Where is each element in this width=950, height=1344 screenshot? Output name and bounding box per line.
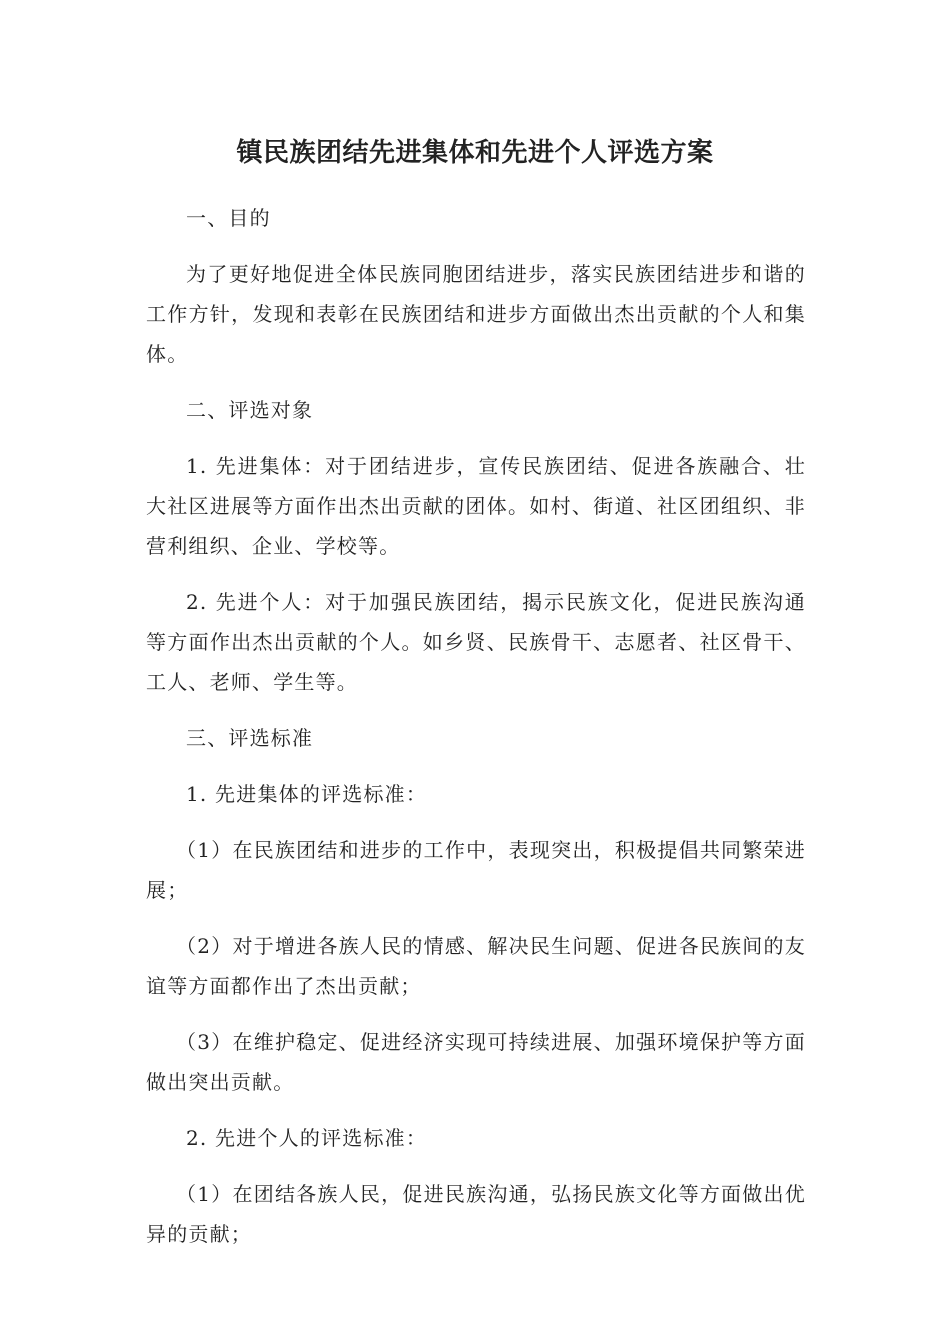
- document-title: 镇民族团结先进集体和先进个人评选方案: [236, 138, 714, 168]
- individual-criterion-1: （1）在团结各族人民，促进民族沟通，弘扬民族文化等方面做出优异的贡献；: [146, 1182, 806, 1246]
- collective-criterion-3: （3）在维护稳定、促进经济实现可持续进展、加强环境保护等方面做出突出贡献。: [146, 1030, 806, 1094]
- subheading-individual-criteria: 2. 先进个人的评选标准：: [186, 1126, 428, 1150]
- paragraph-target-individual: 2. 先进个人：对于加强民族团结，揭示民族文化，促进民族沟通等方面作出杰出贡献的个人。如乡贤、民族骨干、志愿者、社区骨干、工人、老师、学生等。: [146, 590, 806, 694]
- collective-criterion-2: （2）对于增进各族人民的情感、解决民生问题、促进各民族间的友谊等方面都作出了杰出贡献；: [146, 934, 806, 998]
- document-body: [146, 198, 806, 1270]
- subheading-collective-criteria: 1. 先进集体的评选标准：: [186, 782, 428, 806]
- collective-criterion-1: （1）在民族团结和进步的工作中，表现突出，积极提倡共同繁荣进展；: [146, 838, 806, 902]
- section-heading-targets: 二、评选对象: [186, 398, 314, 422]
- paragraph-purpose: 为了更好地促进全体民族同胞团结进步，落实民族团结进步和谐的工作方针，发现和表彰在民族团结和进步方面做出杰出贡献的个人和集体。: [146, 262, 806, 366]
- section-heading-criteria: 三、评选标准: [186, 726, 314, 750]
- section-heading-purpose: 一、目的: [186, 206, 271, 230]
- paragraph-target-collective: 1. 先进集体：对于团结进步，宣传民族团结、促进各族融合、壮大社区进展等方面作出杰出贡献的团体。如村、街道、社区团组织、非营利组织、企业、学校等。: [146, 454, 806, 558]
